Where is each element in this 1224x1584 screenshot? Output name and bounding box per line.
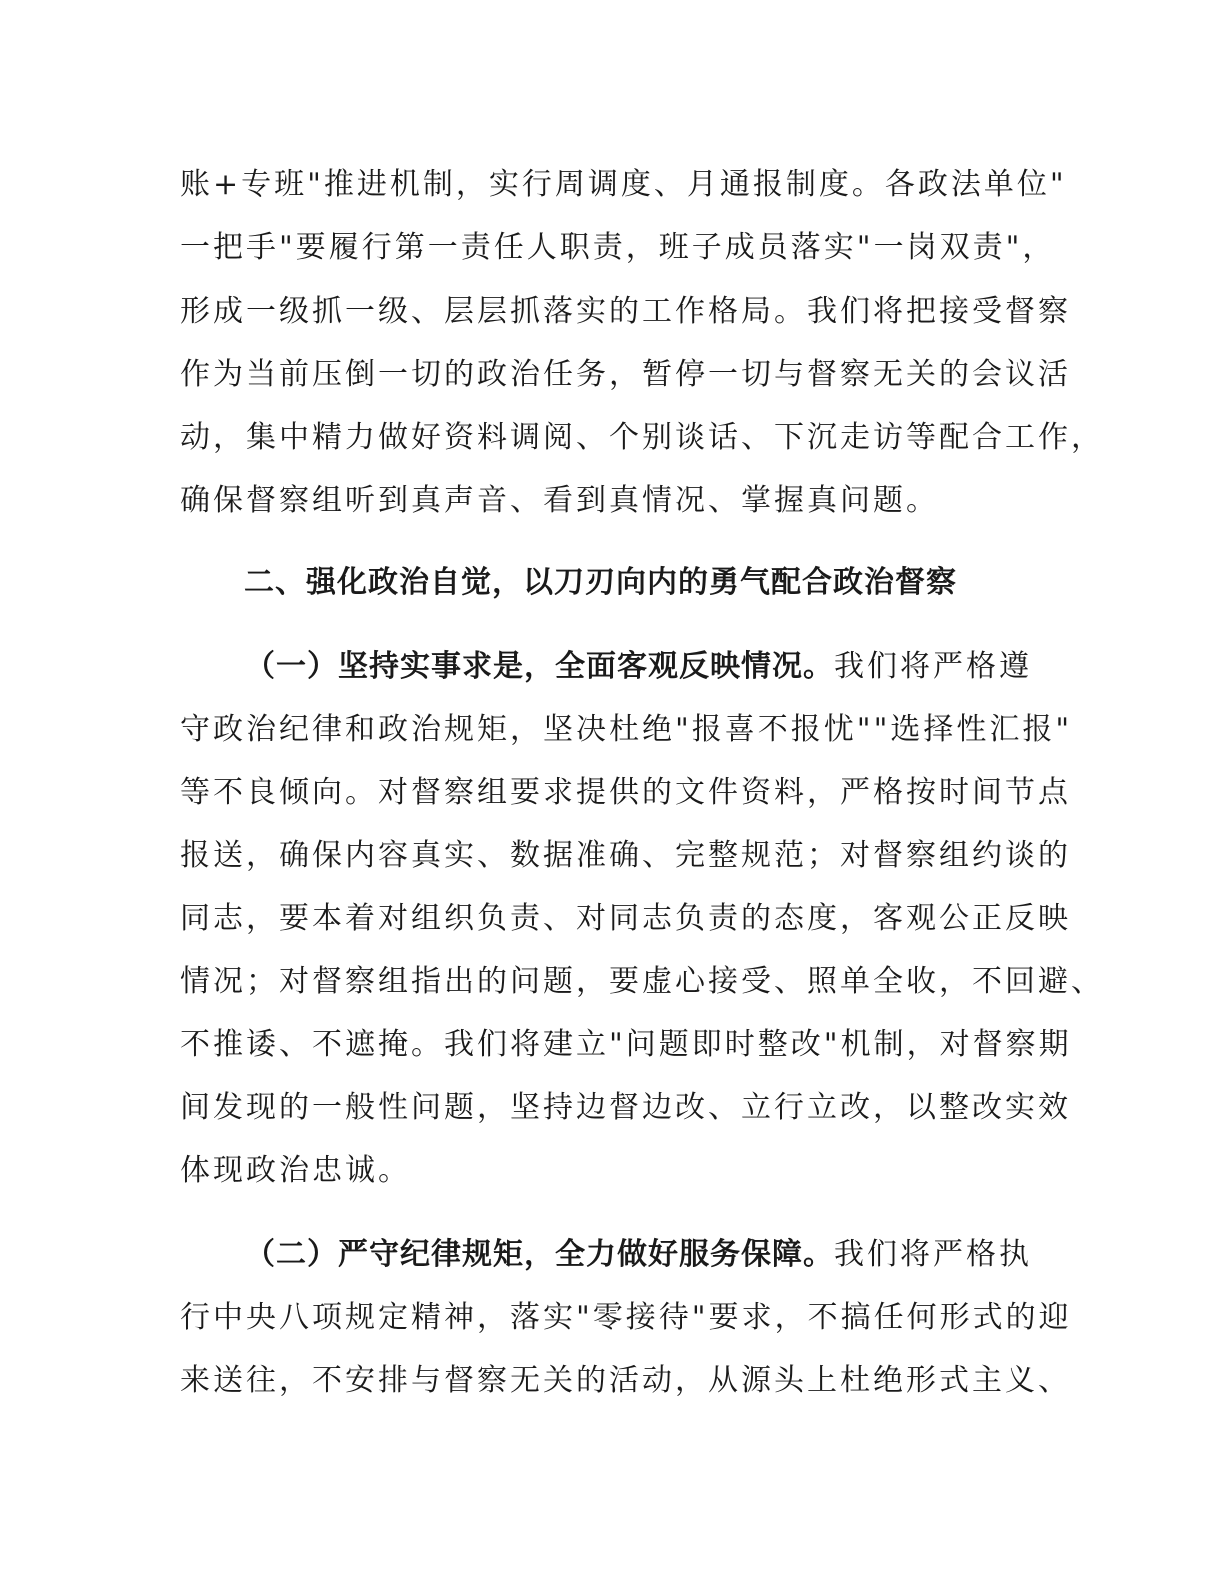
paragraph-line: 不推诿、不遮掩。我们将建立"问题即时整改"机制，对督察期 [180,1027,1072,1062]
paragraph-line: 作为当前压倒一切的政治任务，暂停一切与督察无关的会议活 [180,357,1071,392]
item-lead: （二）严守纪律规矩，全力做好服务保障。 [245,1237,834,1272]
paragraph-line: 来送往，不安排与督察无关的活动，从源头上杜绝形式主义、 [180,1363,1071,1398]
paragraph-line: 体现政治忠诚。 [180,1153,411,1188]
item-lead: （一）坚持实事求是，全面客观反映情况。 [245,649,834,684]
paragraph-line: 间发现的一般性问题，坚持边督边改、立行立改，以整改实效 [180,1090,1071,1125]
paragraph-line: 动，集中精力做好资料调阅、个别谈话、下沉走访等配合工作， [180,420,1104,455]
paragraph-line: 形成一级抓一级、层层抓落实的工作格局。我们将把接受督察 [180,294,1071,329]
paragraph-line: 同志，要本着对组织负责、对同志负责的态度，客观公正反映 [180,901,1071,936]
paragraph-line: 情况；对督察组指出的问题，要虚心接受、照单全收，不回避、 [180,964,1104,999]
item-text: 我们将严格遵 [834,649,1032,684]
item-first-line [245,1235,1125,1275]
paragraph-line: 报送，确保内容真实、数据准确、完整规范；对督察组约谈的 [180,838,1071,873]
item-first-line [245,647,1125,687]
paragraph-line: 等不良倾向。对督察组要求提供的文件资料，严格按时间节点 [180,775,1071,810]
paragraph-line: 确保督察组听到真声音、看到真情况、掌握真问题。 [180,483,939,518]
paragraph-line: 行中央八项规定精神，落实"零接待"要求，不搞任何形式的迎 [180,1300,1072,1335]
paragraph-line: 守政治纪律和政治规矩，坚决杜绝"报喜不报忧""选择性汇报" [180,712,1073,747]
section-heading: 二、强化政治自觉，以刀刃向内的勇气配合政治督察 [244,565,957,600]
paragraph-line: 一把手"要履行第一责任人职责，班子成员落实"一岗双责"， [180,230,1056,265]
item-text: 我们将严格执 [834,1237,1032,1272]
paragraph-line: 账+专班"推进机制，实行周调度、月通报制度。各政法单位" [180,167,1067,202]
